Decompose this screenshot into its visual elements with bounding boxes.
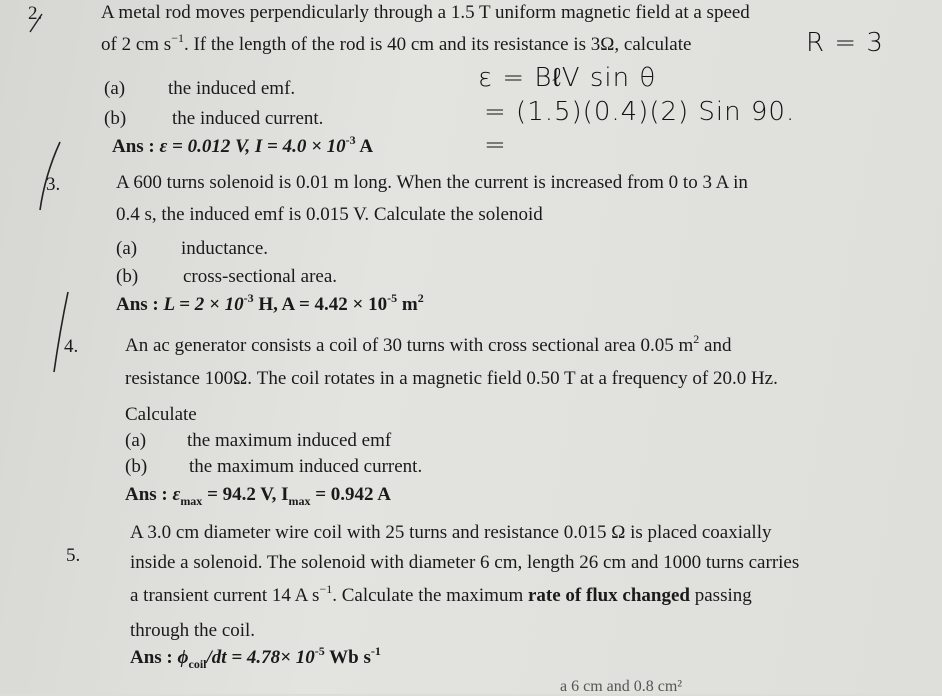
q2-line1: A metal rod moves perpendicularly through a 1.5 T uniform magnetic field at a speed bbox=[101, 2, 750, 23]
q4-part-a-label: (a) bbox=[125, 430, 147, 451]
q5-line2: inside a solenoid. The solenoid with diameter 6 cm, length 26 cm and 1000 turns carries bbox=[130, 552, 800, 573]
q2-part-a-label: (a) bbox=[104, 78, 126, 99]
q4-part-b-label: (b) bbox=[125, 456, 148, 477]
q5-answer: Ans : $\phi_{coil}/dt = 4.78\times 10^{-5}$ Wb $s^{-1}$ bbox=[130, 644, 381, 671]
q4-part-b: the maximum induced current. bbox=[189, 456, 423, 477]
q3-part-b-label: (b) bbox=[116, 266, 139, 287]
q2-part-a: the induced emf. bbox=[168, 78, 296, 99]
handwritten-equals: = bbox=[484, 130, 507, 160]
handwritten-resistance: R = 3 bbox=[806, 28, 884, 58]
q2-answer: Ans : ε = 0.012 V, $I = 4.0 \times 10^{-3}$ A bbox=[112, 133, 374, 157]
q5-line3: a transient current 14 A $s^{-1}$. Calculate the maximum rate of flux changed passing bbox=[130, 582, 752, 606]
q2-part-b: the induced current. bbox=[172, 108, 324, 129]
q4-answer: Ans : $\varepsilon_{max} = 94.2$ V, $I_{max} = 0.942$ A bbox=[125, 484, 391, 508]
q4-line1: An ac generator consists a coil of 30 turns with cross sectional area 0.05 $m^2$ and bbox=[125, 332, 732, 356]
q4-part-a: the maximum induced emf bbox=[187, 430, 392, 451]
q2-line2: of 2 cm $s^{-1}$. If the length of the rod is 40 cm and its resistance is 3Ω, calculate bbox=[101, 31, 692, 55]
q3-line2: 0.4 s, the induced emf is 0.015 V. Calculate the solenoid bbox=[116, 204, 543, 225]
q5-line1: A 3.0 cm diameter wire coil with 25 turns and resistance 0.015 Ω is placed coaxially bbox=[130, 522, 772, 543]
handwritten-emf-formula: ε = BℓV sin θ bbox=[478, 63, 657, 93]
q3-part-a: inductance. bbox=[181, 238, 269, 259]
q3-part-a-label: (a) bbox=[116, 238, 138, 259]
question-number-4: 4. bbox=[64, 336, 79, 357]
question-number-5: 5. bbox=[66, 545, 81, 566]
question-number-3: 3. bbox=[46, 174, 61, 195]
q4-line3: Calculate bbox=[125, 404, 197, 425]
q4-line2: resistance 100Ω. The coil rotates in a magnetic field 0.50 T at a frequency of 20.0 Hz. bbox=[125, 368, 778, 389]
q3-answer: Ans : $L = 2 \times 10^{-3}$ H, $A = 4.42 \times 10^{-5}$ $m^2$ bbox=[116, 291, 424, 315]
cut-off-fragment: a 6 cm and 0.8 cm² bbox=[560, 678, 683, 695]
q2-part-b-label: (b) bbox=[104, 108, 127, 129]
q5-line4: through the coil. bbox=[130, 620, 256, 641]
handwritten-substitution: = (1.5)(0.4)(2) Sin 90. bbox=[484, 97, 796, 127]
q3-line1: A 600 turns solenoid is 0.01 m long. When the current is increased from 0 to 3 A in bbox=[116, 172, 748, 193]
q3-part-b: cross-sectional area. bbox=[183, 266, 338, 287]
margin-stroke-2 bbox=[54, 292, 68, 372]
question-number-2: 2. bbox=[28, 3, 43, 24]
